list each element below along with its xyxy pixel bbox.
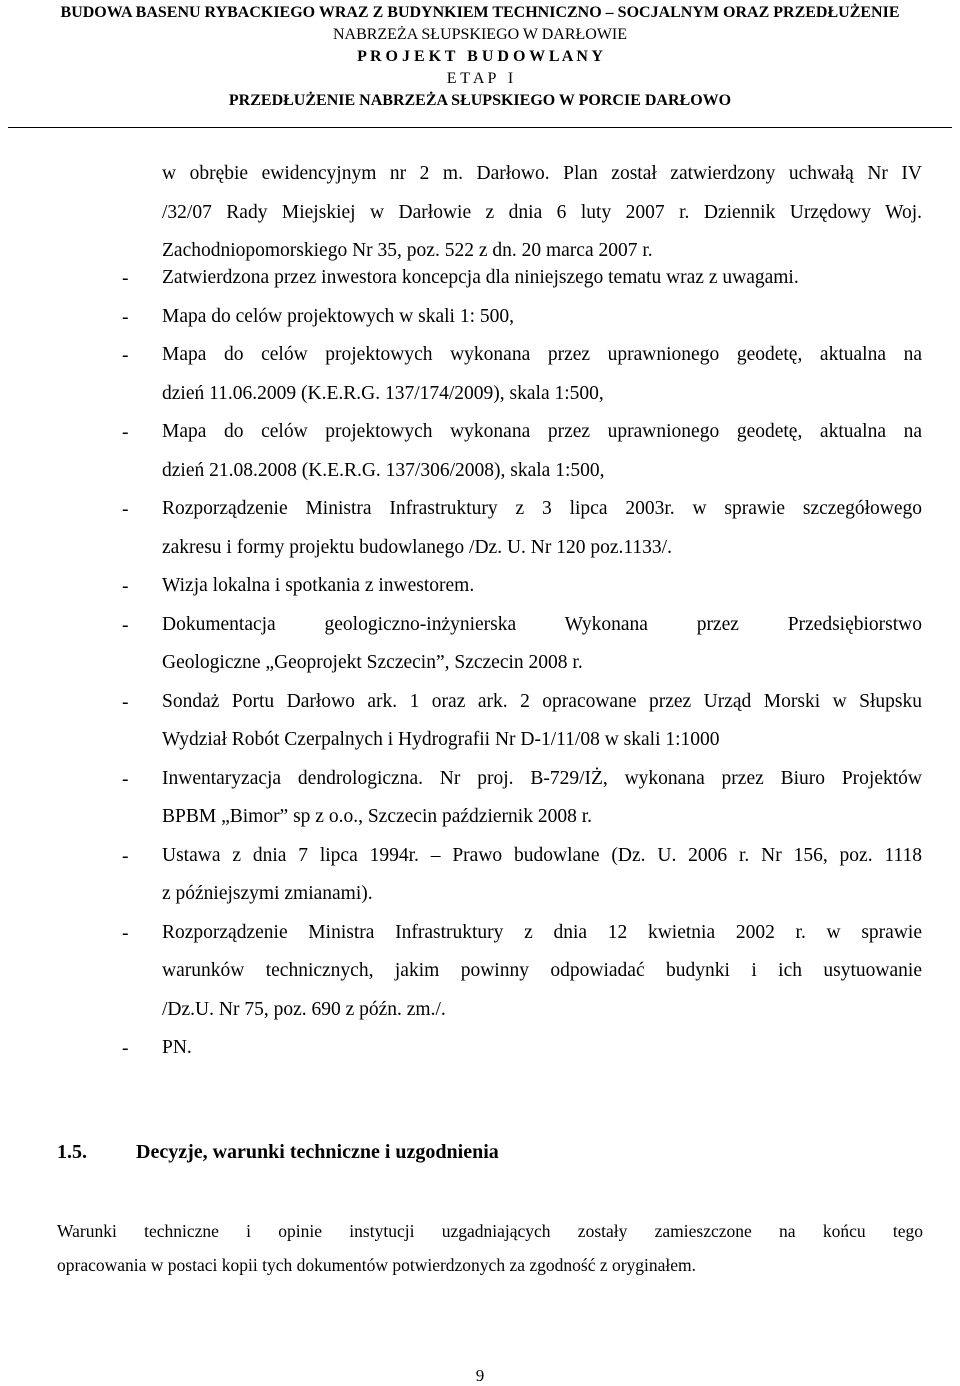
list-item-text: Dokumentacja geologiczno-inżynierska Wykonana przez Przedsiębiorstwo bbox=[162, 613, 922, 635]
list-item-text: Zatwierdzona przez inwestora koncepcja dla niniejszego tematu wraz z uwagami. bbox=[162, 267, 799, 288]
list-item bbox=[122, 307, 922, 346]
page-number: 9 bbox=[475, 1366, 485, 1385]
list-item bbox=[122, 846, 922, 923]
list-item bbox=[122, 499, 922, 576]
continuation-text bbox=[162, 164, 922, 280]
section-title: Decyzje, warunki techniczne i uzgodnienia bbox=[136, 1141, 499, 1163]
list-dash: - bbox=[122, 845, 129, 867]
header-line-2: NABRZEŻA SŁUPSKIEGO W DARŁOWIE bbox=[332, 26, 628, 43]
list-item-text: Mapa do celów projektowych wykonana przez uprawnionego geodetę, aktualna na bbox=[162, 421, 922, 442]
header-line-1: BUDOWA BASENU RYBACKIEGO WRAZ Z BUDYNKIEM TECHNICZNO – SOCJALNYM ORAZ PRZEDŁUŻENIE bbox=[60, 4, 900, 21]
continuation-line: /32/07 Rady Miejskiej w Darłowie z dnia 6 luty 2007 r. Dziennik Urzędowy Woj. bbox=[162, 201, 922, 223]
list-dash: - bbox=[122, 691, 129, 713]
list-item bbox=[122, 345, 922, 422]
list-item-text: Wizja lokalna i spotkania z inwestorem. bbox=[162, 575, 475, 596]
list-item bbox=[122, 422, 922, 499]
list-item bbox=[122, 692, 922, 769]
list-item bbox=[122, 576, 922, 615]
list-dash: - bbox=[122, 576, 129, 597]
list-dash: - bbox=[122, 268, 129, 289]
list-item bbox=[122, 268, 922, 307]
list-dash: - bbox=[122, 768, 129, 790]
paragraph-line: Warunki techniczne i opinie instytucji uzgadniających zostały zamieszczone na końcu tego bbox=[57, 1221, 923, 1241]
header-line-3: P R O J E K T B U D O W L A N Y bbox=[357, 48, 603, 65]
header-line-4: E T A P I bbox=[446, 70, 514, 87]
list-item-text: Inwentaryzacja dendrologiczna. Nr proj. B-729/IŻ, wykonana przez Biuro Projektów bbox=[162, 767, 922, 789]
list-item-text: Ustawa z dnia 7 lipca 1994r. – Prawo budowlane (Dz. U. 2006 r. Nr 156, poz. 1118 bbox=[162, 844, 922, 866]
list-item bbox=[122, 1038, 922, 1077]
list-dash: - bbox=[122, 345, 129, 366]
section-number: 1.5. bbox=[57, 1141, 87, 1163]
list-item-text: BPBM „Bimor” sp z o.o., Szczecin październik 2008 r. bbox=[162, 806, 592, 827]
list-item bbox=[122, 769, 922, 846]
list-item-text: Geologiczne „Geoprojekt Szczecin”, Szczecin 2008 r. bbox=[162, 652, 583, 673]
list-item-text: Mapa do celów projektowych wykonana przez uprawnionego geodetę, aktualna na bbox=[162, 344, 922, 365]
list-item-text: dzień 21.08.2008 (K.E.R.G. 137/306/2008), skala 1:500, bbox=[162, 459, 605, 481]
list-item-text: dzień 11.06.2009 (K.E.R.G. 137/174/2009), skala 1:500, bbox=[162, 382, 604, 404]
document-header bbox=[0, 0, 960, 112]
list-item-text: warunków technicznych, jakim powinny odpowiadać budynki i ich usytuowanie bbox=[162, 960, 922, 981]
list-item bbox=[122, 615, 922, 692]
source-list bbox=[122, 268, 922, 1077]
paragraph-line: opracowania w postaci kopii tych dokumentów potwierdzonych za zgodność z oryginałem. bbox=[57, 1255, 697, 1275]
list-dash: - bbox=[122, 614, 129, 636]
list-dash: - bbox=[122, 422, 129, 443]
continuation-line: w obrębie ewidencyjnym nr 2 m. Darłowo. Plan został zatwierdzony uchwałą Nr IV bbox=[162, 163, 922, 184]
list-item-text: Mapa do celów projektowych w skali 1: 500, bbox=[162, 305, 515, 327]
list-item-text: /Dz.U. Nr 75, poz. 690 z późn. zm./. bbox=[162, 998, 446, 1020]
list-dash: - bbox=[122, 499, 129, 520]
list-dash: - bbox=[122, 306, 129, 328]
list-item-text: PN. bbox=[162, 1037, 192, 1058]
header-line-5: PRZEDŁUŻENIE NABRZEŻA SŁUPSKIEGO W PORCIE DARŁOWO bbox=[228, 92, 732, 109]
list-item-text: z późniejszymi zmianami). bbox=[162, 883, 373, 904]
list-item-text: Sondaż Portu Darłowo ark. 1 oraz ark. 2 opracowane przez Urząd Morski w Słupsku bbox=[162, 690, 922, 712]
list-dash: - bbox=[122, 922, 129, 944]
list-item bbox=[122, 923, 922, 1039]
section-paragraph bbox=[57, 1221, 923, 1289]
list-item-text: Rozporządzenie Ministra Infrastruktury z dnia 12 kwietnia 2002 r. w sprawie bbox=[162, 921, 922, 943]
header-divider bbox=[8, 127, 952, 128]
list-item-text: zakresu i formy projektu budowlanego /Dz. U. Nr 120 poz.1133/. bbox=[162, 536, 672, 558]
list-item-text: Wydział Robót Czerpalnych i Hydrografii Nr D-1/11/08 w skali 1:1000 bbox=[162, 729, 720, 750]
list-dash: - bbox=[122, 1038, 129, 1059]
section-heading bbox=[57, 1141, 499, 1164]
continuation-line: Zachodniopomorskiego Nr 35, poz. 522 z dn. 20 marca 2007 r. bbox=[162, 240, 653, 261]
list-item-text: Rozporządzenie Ministra Infrastruktury z 3 lipca 2003r. w sprawie szczegółowego bbox=[162, 498, 922, 519]
